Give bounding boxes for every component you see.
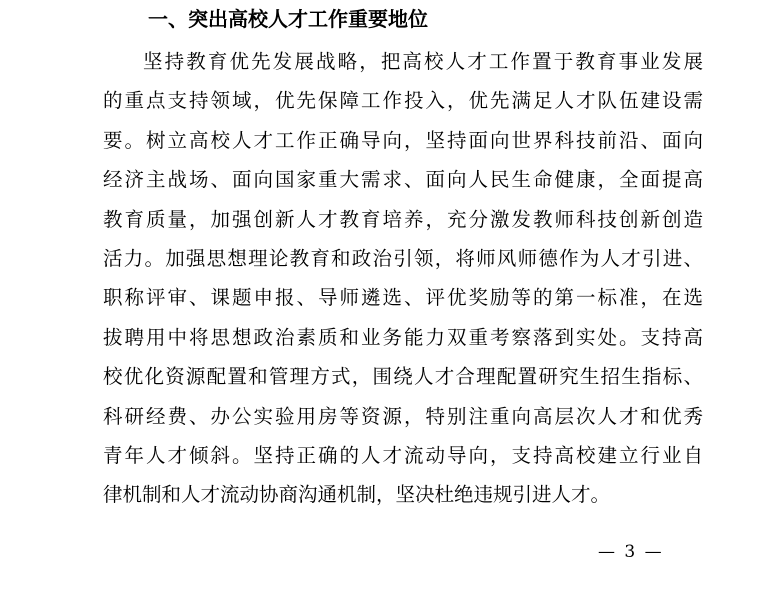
body-paragraph xyxy=(103,42,703,515)
page-number: — 3 — xyxy=(598,542,664,562)
paragraph-line: 科研经费、办公实验用房等资源，特别注重向高层次人才和优秀 xyxy=(103,404,703,428)
paragraph-line: 坚持教育优先发展战略，把高校人才工作置于教育事业发展 xyxy=(143,50,703,73)
paragraph-line: 活力。加强思想理论教育和政治引领，将师风师德作为人才引进、 xyxy=(103,246,703,270)
paragraph-line: 要。树立高校人才工作正确导向，坚持面向世界科技前沿、面向 xyxy=(103,128,703,152)
section-heading: 一、突出高校人才工作重要地位 xyxy=(148,7,428,31)
paragraph-line: 经济主战场、面向国家重大需求、面向人民生命健康，全面提高 xyxy=(103,168,703,192)
paragraph-line: 教育质量，加强创新人才教育培养，充分激发教师科技创新创造 xyxy=(103,207,703,231)
paragraph-line: 职称评审、课题申报、导师遴选、评优奖励等的第一标准，在选 xyxy=(103,286,703,310)
paragraph-line: 的重点支持领域，优先保障工作投入，优先满足人才队伍建设需 xyxy=(103,89,703,113)
paragraph-line: 律机制和人才流动协商沟通机制，坚决杜绝违规引进人才。 xyxy=(103,483,611,507)
paragraph-line: 青年人才倾斜。坚持正确的人才流动导向，支持高校建立行业自 xyxy=(103,443,703,467)
paragraph-line: 拔聘用中将思想政治素质和业务能力双重考察落到实处。支持高 xyxy=(103,325,703,349)
paragraph-line: 校优化资源配置和管理方式，围绕人才合理配置研究生招生指标、 xyxy=(103,365,703,389)
